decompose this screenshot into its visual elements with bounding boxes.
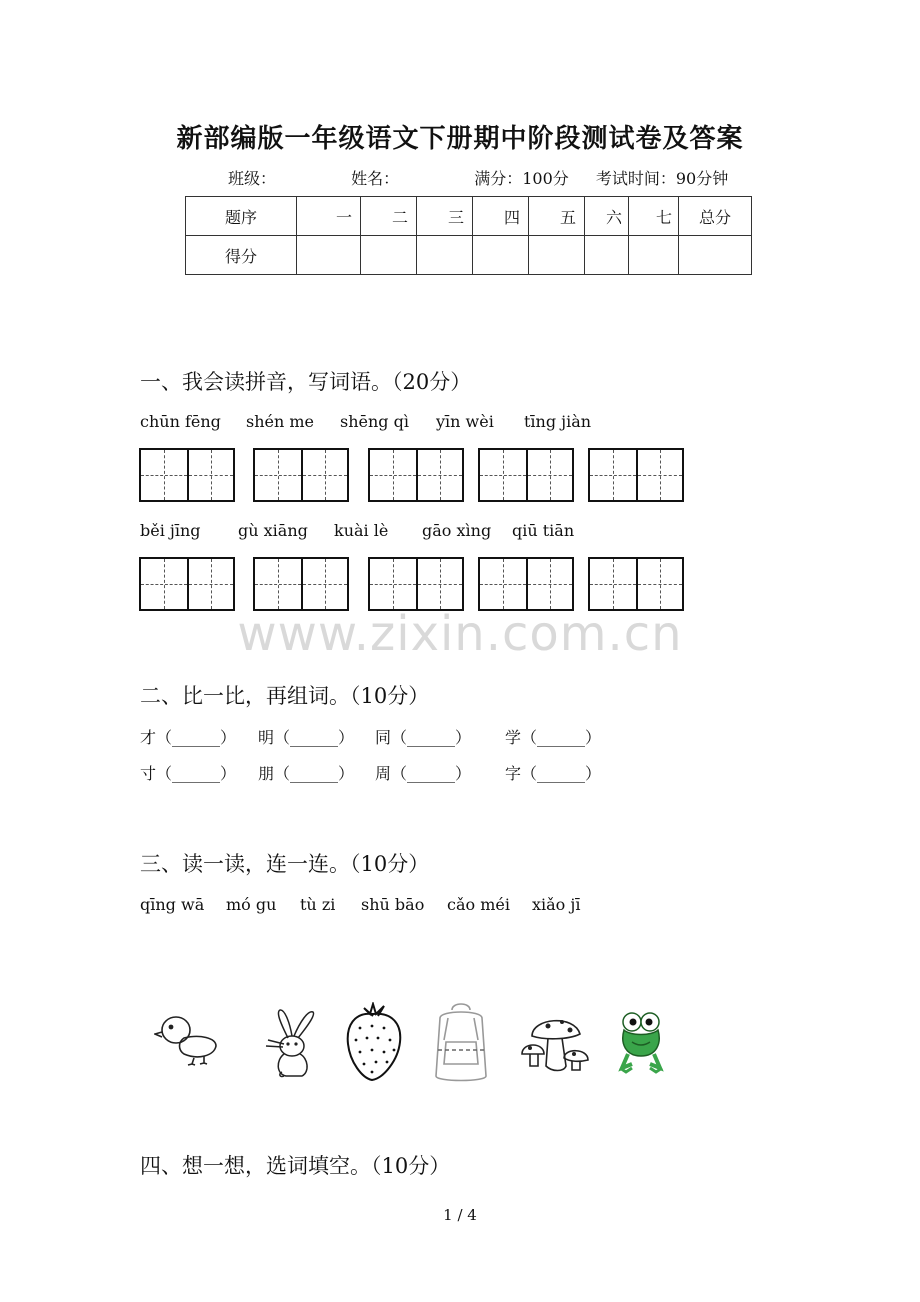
pinyin-row-2 (140, 521, 574, 540)
score-table-header-row (186, 197, 752, 236)
score-cell: 总分 (679, 197, 752, 236)
full-score: 满分：100分 (474, 169, 569, 188)
score-cell: 三 (417, 197, 473, 236)
score-blank[interactable] (297, 236, 361, 275)
word-item[interactable]: 明（______） (258, 728, 355, 747)
score-blank[interactable] (473, 236, 529, 275)
chick-icon[interactable] (154, 1010, 220, 1066)
score-cell: 五 (529, 197, 585, 236)
pinyin-row-1 (140, 412, 591, 431)
word-item[interactable]: 才（______） (140, 728, 237, 747)
writing-grid[interactable] (368, 557, 464, 611)
word-item[interactable]: 同（______） (375, 728, 472, 747)
score-cell: 六 (585, 197, 629, 236)
writing-grid[interactable] (588, 557, 684, 611)
rabbit-icon[interactable] (262, 1008, 320, 1080)
score-cell: 七 (629, 197, 679, 236)
score-cell: 题序 (186, 197, 297, 236)
pinyin-item: cǎo méi (447, 895, 510, 914)
writing-grid[interactable] (478, 448, 574, 502)
score-blank[interactable] (679, 236, 752, 275)
score-blank[interactable] (585, 236, 629, 275)
page-title: 新部编版一年级语文下册期中阶段测试卷及答案 (176, 124, 744, 154)
pinyin-item: xiǎo jī (532, 895, 581, 914)
page-number: 1 / 4 (443, 1206, 477, 1224)
score-blank[interactable] (629, 236, 679, 275)
score-blank[interactable] (361, 236, 417, 275)
section-3-title: 三、读一读，连一连。（10分） (140, 852, 430, 876)
frog-icon[interactable] (616, 1010, 666, 1074)
score-row-label: 得分 (186, 236, 297, 275)
writing-grid[interactable] (478, 557, 574, 611)
word-item[interactable]: 周（______） (375, 764, 472, 783)
writing-grid[interactable] (253, 557, 349, 611)
pinyin-item: mó gu (226, 895, 277, 914)
section-2-title: 二、比一比，再组词。（10分） (140, 684, 430, 708)
pinyin-item: gù xiāng (238, 521, 308, 540)
backpack-icon[interactable] (428, 1000, 494, 1084)
writing-grid[interactable] (253, 448, 349, 502)
writing-grid[interactable] (139, 557, 235, 611)
pinyin-item: gāo xìng (422, 521, 492, 540)
writing-grid[interactable] (368, 448, 464, 502)
mushroom-icon[interactable] (518, 1010, 590, 1076)
writing-grid[interactable] (588, 448, 684, 502)
section-1-title: 一、我会读拼音，写词语。（20分） (140, 370, 472, 394)
pinyin-item: tīng jiàn (524, 412, 592, 431)
pinyin-item: qīng wā (140, 895, 205, 914)
pinyin-item: chūn fēng (140, 412, 221, 431)
word-item[interactable]: 寸（______） (140, 764, 237, 783)
word-row-1 (140, 725, 627, 748)
watermark: www.zixin.com.cn (237, 606, 683, 662)
pinyin-item: yīn wèi (436, 412, 494, 431)
pinyin-item: qiū tiān (512, 521, 575, 540)
pinyin-row-3 (140, 895, 580, 914)
score-table-score-row (186, 236, 752, 275)
pinyin-item: tù zi (300, 895, 336, 914)
score-cell: 四 (473, 197, 529, 236)
section-4-title: 四、想一想，选词填空。（10分） (140, 1154, 451, 1178)
pinyin-item: kuài lè (334, 521, 389, 540)
pinyin-item: běi jīng (140, 521, 201, 540)
word-item[interactable]: 学（______） (505, 728, 602, 747)
word-item[interactable]: 朋（______） (258, 764, 355, 783)
score-blank[interactable] (529, 236, 585, 275)
exam-time: 考试时间：90分钟 (595, 169, 729, 188)
word-item[interactable]: 字（______） (505, 764, 602, 783)
score-cell: 一 (297, 197, 361, 236)
pinyin-item: shū bāo (361, 895, 425, 914)
pinyin-item: shén me (246, 412, 315, 431)
strawberry-icon[interactable] (342, 1002, 404, 1082)
name-label: 姓名： (351, 169, 400, 188)
word-row-2 (140, 761, 627, 784)
exam-info (228, 166, 750, 189)
class-label: 班级： (228, 169, 277, 188)
score-blank[interactable] (417, 236, 473, 275)
score-table (185, 196, 752, 275)
score-cell: 二 (361, 197, 417, 236)
writing-grid[interactable] (139, 448, 235, 502)
pinyin-item: shēng qì (340, 412, 409, 431)
